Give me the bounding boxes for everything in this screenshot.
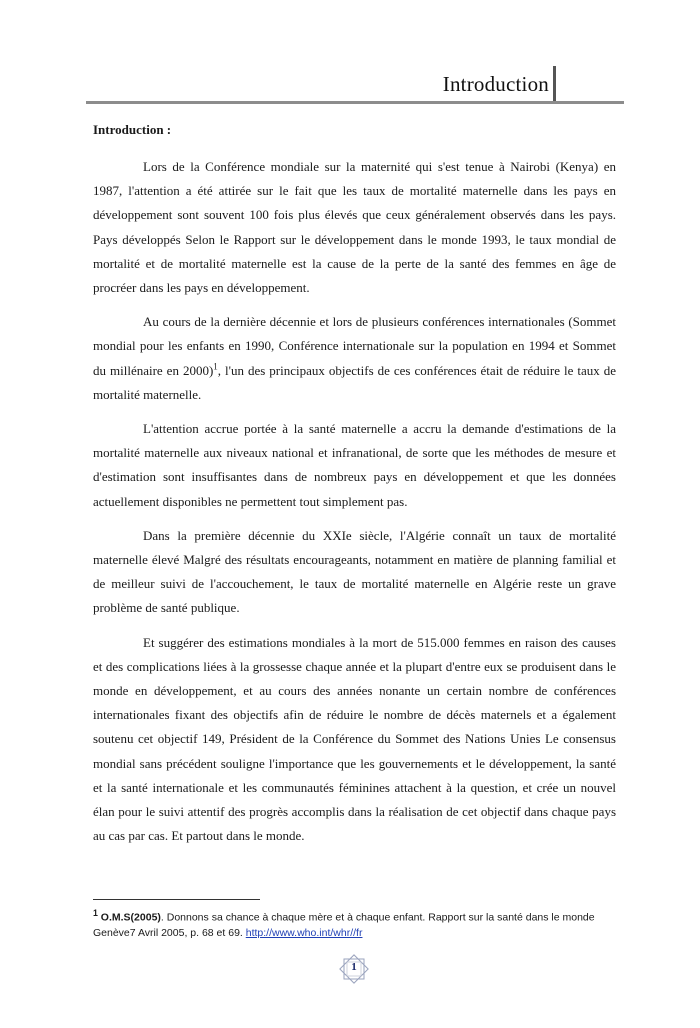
footnote-text-line1: . Donnons sa chance à chaque mère et à chaque enfant. Rapport sur la santé dans le monde (160, 911, 595, 924)
paragraph-1: Lors de la Conférence mondiale sur la maternité qui s'est tenue à Nairobi (Kenya) en 1987, l'attention a été attirée sur le fait que les taux de mortalité maternelle dans les pays en développement sont souvent 100 fois plus élevés que ceux généralement observés dans les pays. Pays développés Selon le Rapport sur le développement dans le monde 1993, le taux mondial de mortalité et de mortalité maternelle est la cause de la perte de la santé des femmes en âge de procréer dans les pays en développement. (93, 159, 616, 296)
page-number-badge (337, 952, 371, 986)
page-number: 1 (351, 961, 357, 973)
footnote-link[interactable]: http://www.who.int/whr//fr (245, 926, 363, 939)
paragraph-3: L'attention accrue portée à la santé maternelle a accru la demande d'estimations de la mortalité maternelle aux niveaux national et infranational, de sorte que les méthodes de mesure et d'estimation sont insuffisantes dans de nombreux pays en développement et que les données actuellement disponibles ne permettent tout simplement pas. (93, 421, 616, 509)
paragraph-2 (93, 310, 616, 407)
footnote-author: O.M.S(2005) (100, 911, 161, 924)
footnote (93, 906, 616, 941)
section-heading: Introduction : (93, 122, 172, 137)
header-vertical-bar (553, 66, 556, 102)
footnote-text-line2: Genève7 Avril 2005, p. 68 et 69. (93, 926, 246, 939)
paragraph-2-text-after: , l'un des principaux objectifs de ces conférences était de réduire le taux de mortalité maternelle. (93, 362, 616, 402)
page-header-title: Introduction (442, 72, 549, 96)
footnote-separator (93, 899, 260, 900)
body-text (93, 155, 616, 858)
paragraph-2-text-before: Au cours de la dernière décennie et lors de plusieurs conférences internationales (Sommet mondial pour les enfants en 1990, Conférence internationale sur la population en 1994 et Sommet du millénaire en 2000) (93, 314, 616, 378)
paragraph-4: Dans la première décennie du XXIe siècle, l'Algérie connaît un taux de mortalité maternelle élevé Malgré des résultats encourageants, notamment en matière de planning familial et de meilleur suivi de l'accouchement, le taux de mortalité maternelle en Algérie reste un grave problème de santé publique. (93, 527, 616, 616)
footnote-number: 1 (93, 908, 98, 918)
footnote-reference[interactable]: 1 (213, 361, 218, 372)
paragraph-5: Et suggérer des estimations mondiales à la mort de 515.000 femmes en raison des causes et des complications liées à la grossesse chaque année et la plupart d'entre eux se produisent dans le monde en développement, et au cours des années nonante un certain nombre de conférences internationales fixant des objectifs afin de réduire le nombre de décès maternels et a également soutenu cet objectif 149, Président de la Conférence du Sommet des Nations Unies Le consensus mondial sans précédent souligne l'importance que les gouvernements et le développement, la santé et la santé internationale et les communautés féminines attachent à la question, et crée un nouvel élan pour le suivi attentif des progrès accomplis dans la réalisation de cet objectif dans chaque pays au cas par cas. Et partout dans le monde. (93, 634, 616, 844)
header-rule (86, 101, 624, 104)
